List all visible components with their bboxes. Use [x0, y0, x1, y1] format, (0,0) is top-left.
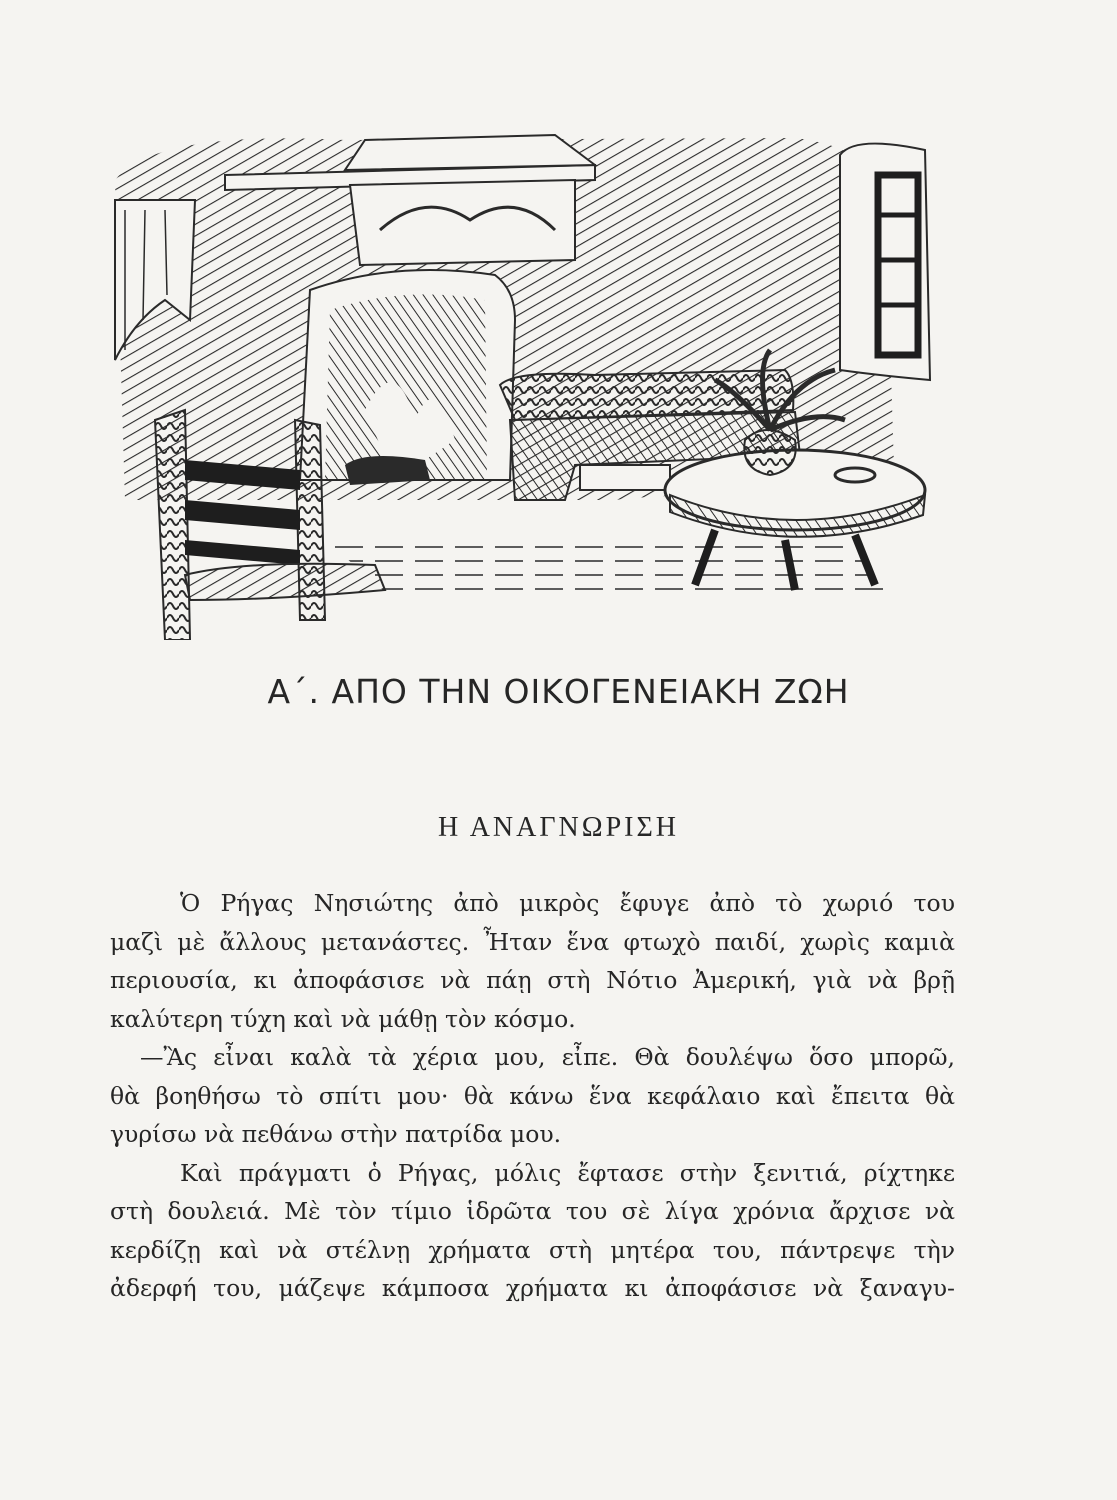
text-line: θὰ βοηθήσω τὸ σπίτι μου· θὰ κάνω ἕνα κεφάλαιο καὶ ἔπειτα θὰ	[110, 1081, 955, 1110]
text-line: στὴ δουλειά. Μὲ τὸν τίμιο ἱδρῶτα του σὲ λίγα χρόνια ἄρχισε νὰ	[110, 1197, 955, 1225]
story-text	[110, 884, 955, 1308]
text-line: —Ἂς εἶναι καλὰ τὰ χέρια μου, εἶπε. Θὰ δουλέψω ὅσο μπορῶ,	[140, 1043, 955, 1071]
text-line: κερδίζῃ καὶ νὰ στέλνῃ χρήματα στὴ μητέρα του, πάντρεψε τὴν	[110, 1235, 955, 1264]
text-line: Καὶ πράγματι ὁ Ρήγας, μόλις ἔφτασε στὴν ξενιτιά, ρίχτηκε	[180, 1158, 955, 1187]
text-line: ἀδερφή του, μάζεψε κάμποσα χρήματα κι ἀποφάσισε νὰ ξαναγυ-	[110, 1274, 955, 1302]
text-line: γυρίσω νὰ πεθάνω στὴν πατρίδα μου.	[110, 1120, 562, 1148]
text-line: Ὁ Ρήγας Νησιώτης ἀπὸ μικρὸς ἔφυγε ἀπὸ τὸ χωριό του	[180, 889, 955, 917]
fireplace-room-illustration	[95, 120, 945, 640]
story-title: Η ΑΝΑΓΝΩΡΙΣΗ	[438, 812, 679, 843]
text-line: καλύτερη τύχη καὶ νὰ μάθῃ τὸν κόσμο.	[110, 1004, 576, 1033]
text-line: περιουσία, κι ἀποφάσισε νὰ πάῃ στὴ Νότιο Ἀμερική, γιὰ νὰ βρῇ	[110, 966, 955, 994]
text-line: μαζὶ μὲ ἄλλους μετανάστες. Ἦταν ἕνα φτωχὸ παιδί, χωρὶς καμιὰ	[110, 927, 955, 956]
chapter-title: Α΄. ΑΠΟ ΤΗΝ ΟΙΚΟΓΕΝΕΙΑΚΗ ΖΩΗ	[267, 672, 850, 711]
